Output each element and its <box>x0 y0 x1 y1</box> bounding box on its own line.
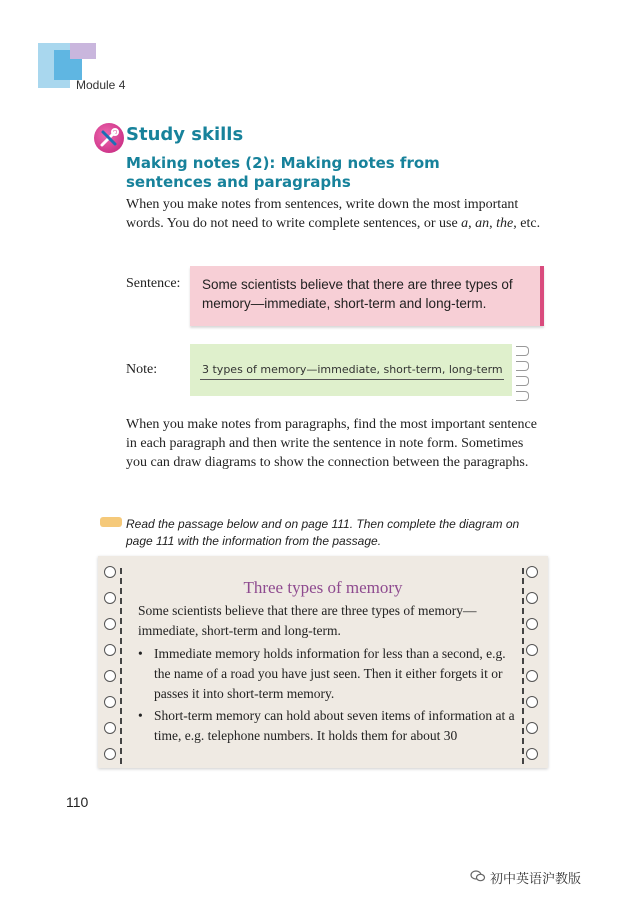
module-label: Module 4 <box>76 78 126 92</box>
sentence-text: Some scientists believe that there are three types of memory—immediate, short-term and long-term. <box>202 277 513 311</box>
header-square-purple <box>70 43 96 59</box>
watermark-text: 初中英语沪教版 <box>490 872 582 887</box>
tools-icon <box>94 123 124 153</box>
instruction-marker <box>100 517 122 527</box>
page-number: 110 <box>66 794 89 810</box>
instruction-text: Read the passage below and on page 111. Then complete the diagram on page 111 with the information from the passage. <box>126 517 520 548</box>
paragraph-tip: When you make notes from paragraphs, find the most important sentence in each paragraph and then write the sentence in note form. Sometimes you can draw diagrams to show the connection between the paragraphs. <box>126 417 537 470</box>
notebook-rings <box>516 346 536 398</box>
note-label: Note: <box>126 362 158 377</box>
note-text: 3 types of memory—immediate, short-term, long-term <box>202 363 503 376</box>
note-box <box>190 344 512 396</box>
section-subtitle: Making notes (2): Making notes from sentences and paragraphs <box>126 154 440 191</box>
wechat-icon <box>470 868 486 884</box>
sentence-box <box>190 266 544 326</box>
section-title: Study skills <box>126 124 244 145</box>
note-underline <box>200 379 504 380</box>
passage-intro: Some scientists believe that there are three types of memory—immediate, short-term and long-term. <box>138 603 477 638</box>
sentence-label: Sentence: <box>126 276 181 291</box>
passage-card: Three types of memory Some scientists believe that there are three types of memory—immediate, short-term and long-term. • Immediate memory holds information for less than a second, e.g. the name of a road you have just seen. Then it either forgets it or passes it into short-term memory. • Short-term memory can hold about seven items of information at a time, e.g. telephone numbers. It holds them for about 30 <box>98 556 548 768</box>
passage-title: Three types of memory <box>243 578 403 597</box>
intro-paragraph: When you make notes from sentences, write down the most important words. You do not need to write complete sentences, or use a, an, the, etc. <box>126 197 541 231</box>
bullet-text: Short-term memory can hold about seven items of information at a time, e.g. telephone numbers. It holds them for about 30 <box>154 708 515 743</box>
bullet-text: Immediate memory holds information for less than a second, e.g. the name of a road you have just seen. Then it either forgets it or passes it into short-term memory. <box>154 646 506 701</box>
